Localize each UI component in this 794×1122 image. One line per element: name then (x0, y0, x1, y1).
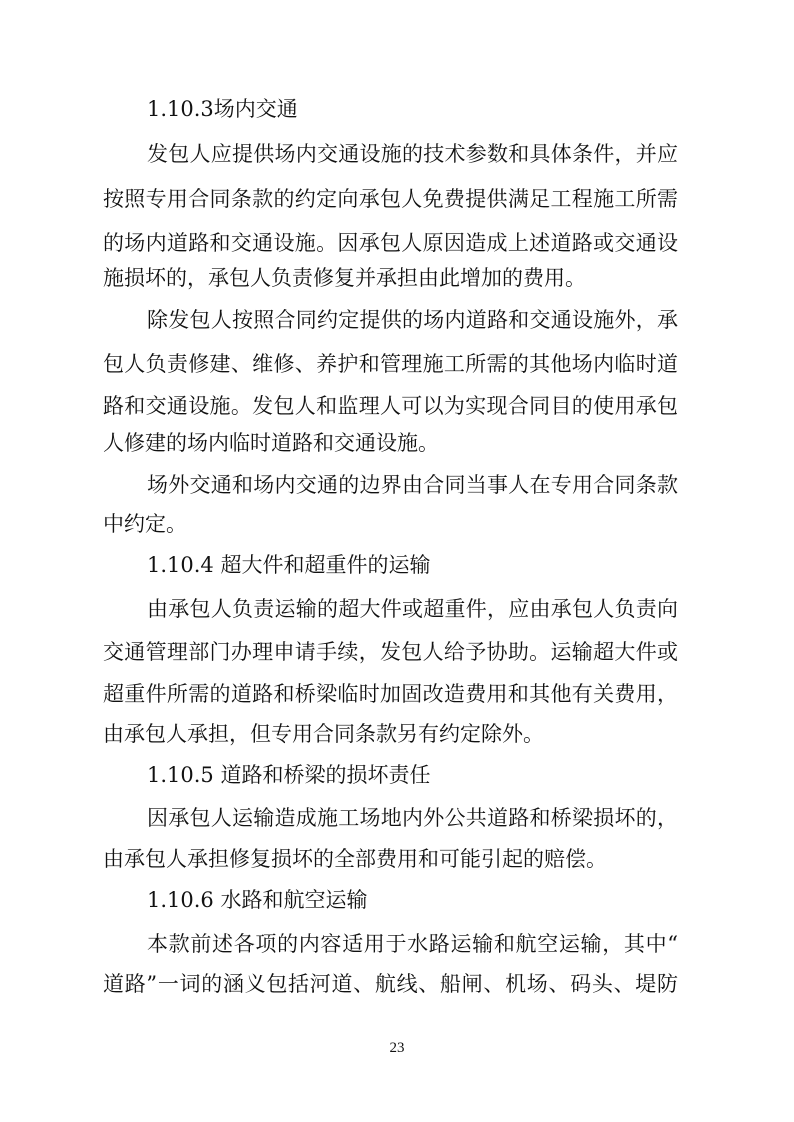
paragraph-line: 由承包人承担，但专用合同条款另有约定除外。 (103, 722, 544, 746)
paragraph-line: 本款前述各项的内容适用于水路运输和航空运输，其中“ (147, 932, 678, 956)
paragraph-line: 包人负责修建、维修、养护和管理施工所需的其他场内临时道 (103, 352, 678, 376)
section-heading-1-10-3: 1.10.3场内交通 (147, 97, 298, 121)
paragraph-line: 场外交通和场内交通的边界由合同当事人在专用合同条款 (147, 473, 678, 497)
paragraph-line: 由承包人负责运输的超大件或超重件，应由承包人负责向 (147, 597, 678, 621)
paragraph-line: 除发包人按照合同约定提供的场内道路和交通设施外，承 (147, 308, 678, 332)
paragraph-line: 超重件所需的道路和桥梁临时加固改造费用和其他有关费用， (103, 682, 678, 706)
paragraph-line: 因承包人运输造成施工场地内外公共道路和桥梁损坏的， (147, 806, 678, 830)
paragraph-line: 由承包人承担修复损坏的全部费用和可能引起的赔偿。 (103, 847, 607, 871)
paragraph-line: 路和交通设施。发包人和监理人可以为实现合同目的使用承包 (103, 394, 678, 418)
paragraph-line: 道路”一词的涵义包括河道、航线、船闸、机场、码头、堤防 (103, 972, 678, 996)
paragraph-line: 施损坏的，承包人负责修复并承担由此增加的费用。 (103, 266, 586, 290)
paragraph-line: 按照专用合同条款的约定向承包人免费提供满足工程施工所需 (103, 187, 678, 211)
page-number: 23 (389, 1040, 405, 1056)
paragraph-line: 发包人应提供场内交通设施的技术参数和具体条件，并应 (147, 142, 678, 166)
section-heading-1-10-6: 1.10.6 水路和航空运输 (147, 888, 368, 912)
section-heading-1-10-4: 1.10.4 超大件和超重件的运输 (147, 553, 431, 577)
paragraph-line: 的场内道路和交通设施。因承包人原因造成上述道路或交通设 (103, 231, 678, 255)
paragraph-line: 中约定。 (103, 512, 187, 536)
paragraph-line: 人修建的场内临时道路和交通设施。 (103, 431, 439, 455)
paragraph-line: 交通管理部门办理申请手续，发包人给予协助。运输超大件或 (103, 640, 678, 664)
section-heading-1-10-5: 1.10.5 道路和桥梁的损坏责任 (147, 763, 431, 787)
